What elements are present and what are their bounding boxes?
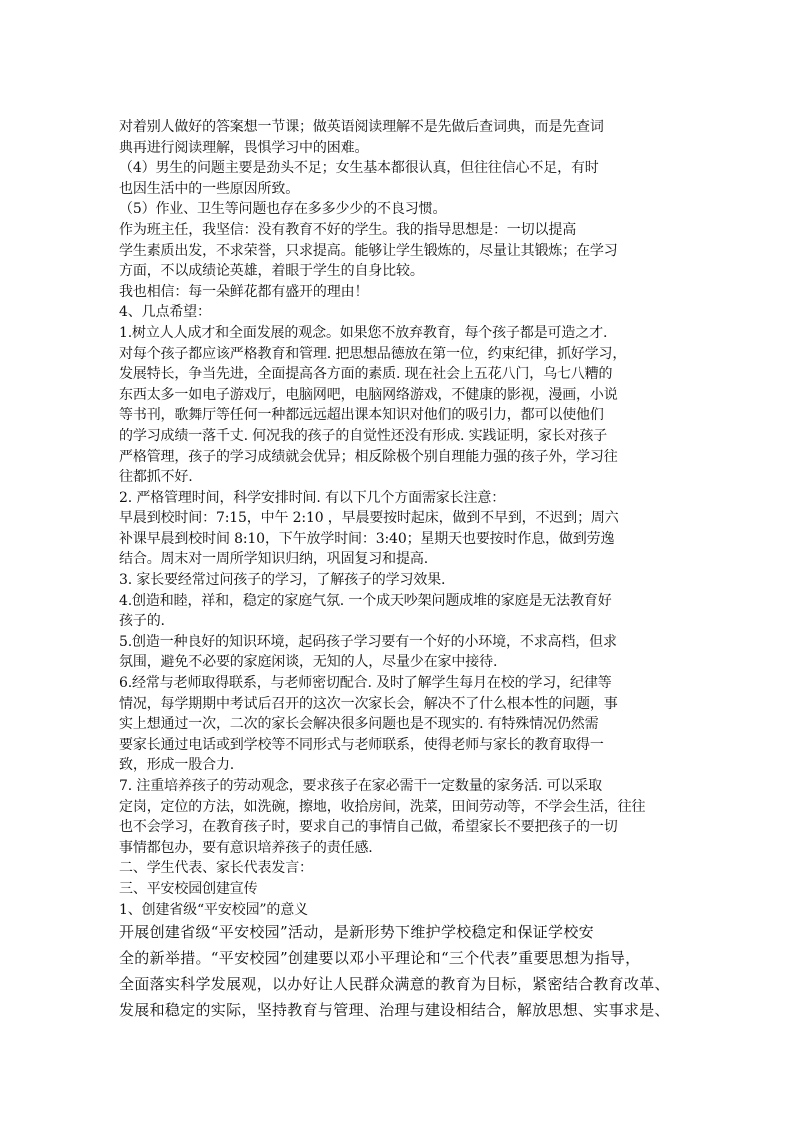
- text-line: 7. 注重培养孩子的劳动观念，要求孩子在家必需干一定数量的家务活. 可以采取: [119, 778, 603, 794]
- text-line: 6.经常与老师取得联系，与老师密切配合. 及时了解学生每月在校的学习，纪律等: [119, 675, 612, 692]
- text-line: 等书刊，歌舞厅等任何一种都远远超出课本知识对他们的吸引力，都可以使他们: [119, 407, 604, 424]
- text-line: 5.创造一种良好的知识环境，起码孩子学习要有一个好的小环境，不求高档，但求: [119, 633, 617, 650]
- text-line: 结合。周末对一周所学知识归纳，巩固复习和提高.: [119, 551, 428, 568]
- text-line: 致，形成一股合力.: [119, 757, 235, 774]
- document-body: [119, 117, 677, 1023]
- section-heading: 二、学生代表、家长代表发言：: [119, 860, 313, 877]
- section-heading: 4、几点希望：: [119, 304, 211, 321]
- section-heading: 三、平安校园创建宣传: [119, 880, 258, 897]
- text-line: 情况，每学期期中考试后召开的这次一次家长会，解决不了什么根本性的问题，事: [119, 695, 618, 712]
- text-line: 补课早晨到校时间 8:10，下午放学时间：3:40；星期天也要按时作息，做到劳逸: [119, 530, 615, 547]
- text-line: （4）男生的问题主要是劲头不足；女生基本都很认真，但往往信心不足，有时: [119, 160, 599, 177]
- text-line: 典再进行阅读理解，畏惧学习中的困难。: [119, 139, 369, 156]
- text-line: 东西太多一如电子游戏厅，电脑网吧，电脑网络游戏，不健康的影视，漫画，小说: [119, 386, 618, 403]
- text-line: 孩子的.: [119, 613, 165, 630]
- text-line: 对着别人做好的答案想一节课；做英语阅读理解不是先做后查词典，而是先查词: [119, 119, 604, 135]
- text-line: 事情都包办，要有意识培养孩子的责任感.: [119, 839, 373, 856]
- text-line: 4.创造和睦，祥和，稳定的家庭气氛. 一个成天吵架问题成堆的家庭是无法教育好: [119, 592, 612, 609]
- text-line: （5）作业、卫生等问题也存在多多少少的不良习惯。: [119, 201, 447, 218]
- text-line: 我也相信：每一朵鲜花都有盛开的理由！: [119, 283, 369, 300]
- text-line: 3. 家长要经常过问孩子的学习，了解孩子的学习效果.: [119, 572, 446, 589]
- text-line: 作为班主任，我坚信：没有教育不好的学生。我的指导思想是：一切以提高: [119, 221, 577, 238]
- text-line: 定岗，定位的方法，如洗碗，擦地，收拾房间，洗菜，田间劳动等，不学会生活，往往: [119, 798, 646, 815]
- document-text-section: [119, 117, 677, 920]
- text-line: 严格管理，孩子的学习成绩就会优异；相反除极个别自理能力强的孩子外，学习往: [119, 448, 618, 465]
- text-line: 开展创建省级“平安校园”活动，是新形势下维护学校稳定和保证学校安: [119, 923, 594, 942]
- text-line: 往都抓不好.: [119, 469, 193, 486]
- text-line: 对每个孩子都应该严格教育和管理. 把思想品德放在第一位，约束纪律，抓好学习，: [119, 345, 627, 362]
- text-line: 要家长通过电话或到学校等不同形式与老师联系，使得老师与家长的教育取得一: [119, 736, 604, 753]
- text-line: 全的新举措。“平安校园”创建要以邓小平理论和“三个代表”重要思想为指导，: [119, 948, 641, 967]
- text-line: 2. 严格管理时间，科学安排时间. 有以下几个方面需家长注意：: [119, 489, 506, 506]
- section-heading: 1、创建省级“平安校园”的意义: [119, 901, 308, 918]
- text-line: 1.树立人人成才和全面发展的观念。如果您不放弃教育，每个孩子都是可造之才.: [119, 324, 608, 341]
- text-line: 的学习成绩一落千丈. 何况我的孩子的自觉性还没有形成. 实践证明，家长对孩子: [119, 427, 608, 444]
- text-line: 全面落实科学发展观，以办好让人民群众满意的教育为目标，紧密结合教育改革、: [119, 974, 670, 993]
- text-line: 也不会学习，在教育孩子时，要求自己的事情自己做，希望家长不要把孩子的一切: [119, 819, 618, 836]
- text-line: 发展特长，争当先进，全面提高各方面的素质. 现在社会上五花八门，乌七八糟的: [119, 366, 613, 383]
- text-line: 早晨到校时间：7:15，中午 2:10 ，早晨要按时起床，做到不早到，不迟到；周六: [119, 510, 619, 527]
- safe-campus-paragraph: [119, 920, 677, 1023]
- text-line: 发展和稳定的实际，坚持教育与管理、治理与建设相结合，解放思想、实事求是、: [119, 1000, 670, 1019]
- text-line: 学生素质出发，不求荣誉，只求提高。能够让学生锻炼的，尽量让其锻炼；在学习: [119, 242, 618, 259]
- text-line: 也因生活中的一些原因所致。: [119, 180, 300, 197]
- text-line: 氛围，避免不必要的家庭闲谈，无知的人，尽量少在家中接待.: [119, 654, 498, 671]
- text-line: 方面，不以成绩论英雄，着眼于学生的自身比较。: [119, 263, 424, 280]
- text-line: 实上想通过一次，二次的家长会解决很多问题也是不现实的. 有特殊情况仍然需: [119, 716, 599, 733]
